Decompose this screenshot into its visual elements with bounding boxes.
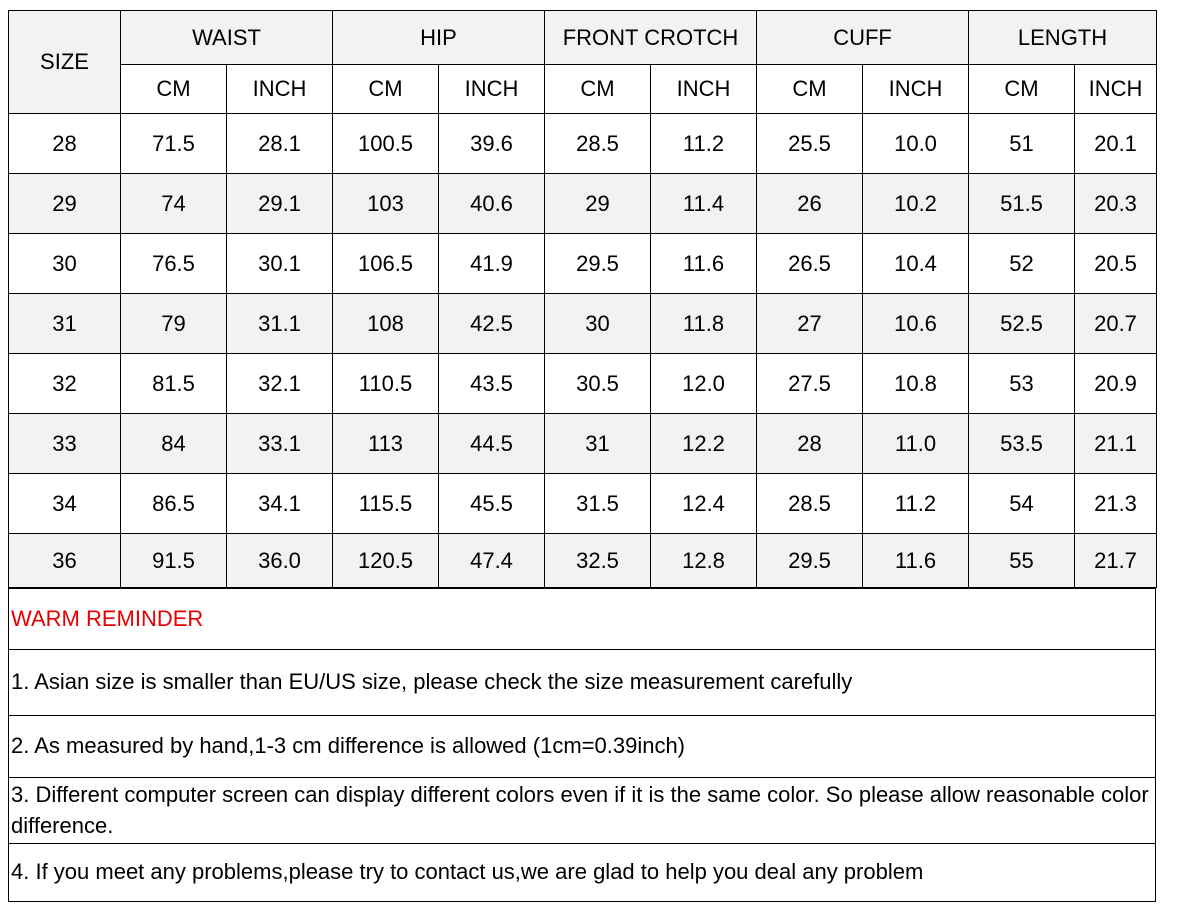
front-crotch-cm-cell: 30 bbox=[545, 294, 651, 354]
cuff-inch-cell: 10.2 bbox=[863, 174, 969, 234]
hip-inch-cell: 43.5 bbox=[439, 354, 545, 414]
cuff-cm-cell: 27 bbox=[757, 294, 863, 354]
front-crotch-cm-cell: 29 bbox=[545, 174, 651, 234]
length-inch-cell: 21.3 bbox=[1075, 474, 1157, 534]
cuff-cm-cell: 28.5 bbox=[757, 474, 863, 534]
cuff-inch-cell: 11.0 bbox=[863, 414, 969, 474]
header-row-units bbox=[9, 65, 1157, 114]
front-crotch-inch-cell: 12.2 bbox=[651, 414, 757, 474]
length-cm-cell: 53.5 bbox=[969, 414, 1075, 474]
front-crotch-cm-cell: 31 bbox=[545, 414, 651, 474]
size-cell: 28 bbox=[9, 114, 121, 174]
table-row bbox=[9, 534, 1157, 588]
waist-cm-cell: 86.5 bbox=[121, 474, 227, 534]
cuff-cm-cell: 28 bbox=[757, 414, 863, 474]
unit-header-cm: CM bbox=[969, 65, 1075, 114]
hip-inch-cell: 39.6 bbox=[439, 114, 545, 174]
front-crotch-cm-cell: 32.5 bbox=[545, 534, 651, 588]
size-header: SIZE bbox=[9, 11, 121, 114]
waist-inch-cell: 28.1 bbox=[227, 114, 333, 174]
length-cm-cell: 52 bbox=[969, 234, 1075, 294]
front-crotch-inch-cell: 12.8 bbox=[651, 534, 757, 588]
front-crotch-inch-cell: 11.6 bbox=[651, 234, 757, 294]
cuff-inch-cell: 10.6 bbox=[863, 294, 969, 354]
warm-reminder-title: WARM REMINDER bbox=[9, 589, 1156, 650]
size-chart bbox=[8, 10, 1156, 902]
waist-inch-cell: 32.1 bbox=[227, 354, 333, 414]
waist-cm-cell: 74 bbox=[121, 174, 227, 234]
hip-cm-cell: 106.5 bbox=[333, 234, 439, 294]
hip-cm-cell: 113 bbox=[333, 414, 439, 474]
cuff-cm-cell: 26 bbox=[757, 174, 863, 234]
hip-cm-cell: 120.5 bbox=[333, 534, 439, 588]
front-crotch-inch-cell: 12.0 bbox=[651, 354, 757, 414]
note-item: 4. If you meet any problems,please try to contact us,we are glad to help you deal any problem bbox=[9, 844, 1156, 902]
waist-inch-cell: 33.1 bbox=[227, 414, 333, 474]
hip-cm-cell: 115.5 bbox=[333, 474, 439, 534]
waist-cm-cell: 84 bbox=[121, 414, 227, 474]
length-inch-cell: 20.7 bbox=[1075, 294, 1157, 354]
table-row bbox=[9, 474, 1157, 534]
waist-inch-cell: 30.1 bbox=[227, 234, 333, 294]
unit-header-cm: CM bbox=[333, 65, 439, 114]
warm-reminder-notes bbox=[8, 588, 1156, 902]
hip-inch-cell: 41.9 bbox=[439, 234, 545, 294]
table-row bbox=[9, 114, 1157, 174]
length-inch-cell: 20.9 bbox=[1075, 354, 1157, 414]
size-cell: 30 bbox=[9, 234, 121, 294]
length-cm-cell: 51.5 bbox=[969, 174, 1075, 234]
hip-header: HIP bbox=[333, 11, 545, 65]
front-crotch-cm-cell: 31.5 bbox=[545, 474, 651, 534]
front-crotch-inch-cell: 12.4 bbox=[651, 474, 757, 534]
size-rows bbox=[9, 114, 1157, 588]
size-cell: 34 bbox=[9, 474, 121, 534]
size-cell: 33 bbox=[9, 414, 121, 474]
hip-inch-cell: 45.5 bbox=[439, 474, 545, 534]
length-header: LENGTH bbox=[969, 11, 1157, 65]
front-crotch-inch-cell: 11.2 bbox=[651, 114, 757, 174]
cuff-cm-cell: 29.5 bbox=[757, 534, 863, 588]
unit-header-inch: INCH bbox=[651, 65, 757, 114]
waist-header: WAIST bbox=[121, 11, 333, 65]
note-item: 2. As measured by hand,1-3 cm difference is allowed (1cm=0.39inch) bbox=[9, 716, 1156, 778]
cuff-inch-cell: 10.4 bbox=[863, 234, 969, 294]
size-cell: 36 bbox=[9, 534, 121, 588]
unit-header-cm: CM bbox=[757, 65, 863, 114]
unit-header-inch: INCH bbox=[1075, 65, 1157, 114]
cuff-inch-cell: 11.6 bbox=[863, 534, 969, 588]
header-row-groups bbox=[9, 11, 1157, 65]
unit-header-cm: CM bbox=[121, 65, 227, 114]
waist-cm-cell: 91.5 bbox=[121, 534, 227, 588]
note-item: 3. Different computer screen can display different colors even if it is the same color. So please allow reasonable color difference. bbox=[9, 778, 1156, 844]
front-crotch-inch-cell: 11.4 bbox=[651, 174, 757, 234]
front-crotch-inch-cell: 11.8 bbox=[651, 294, 757, 354]
unit-header-inch: INCH bbox=[439, 65, 545, 114]
length-inch-cell: 21.7 bbox=[1075, 534, 1157, 588]
hip-cm-cell: 110.5 bbox=[333, 354, 439, 414]
front-crotch-cm-cell: 28.5 bbox=[545, 114, 651, 174]
length-cm-cell: 55 bbox=[969, 534, 1075, 588]
unit-header-inch: INCH bbox=[863, 65, 969, 114]
front-crotch-header: FRONT CROTCH bbox=[545, 11, 757, 65]
length-inch-cell: 21.1 bbox=[1075, 414, 1157, 474]
table-row bbox=[9, 354, 1157, 414]
size-cell: 32 bbox=[9, 354, 121, 414]
table-row bbox=[9, 294, 1157, 354]
cuff-header: CUFF bbox=[757, 11, 969, 65]
size-table bbox=[8, 10, 1157, 588]
length-inch-cell: 20.5 bbox=[1075, 234, 1157, 294]
waist-cm-cell: 79 bbox=[121, 294, 227, 354]
hip-cm-cell: 100.5 bbox=[333, 114, 439, 174]
cuff-cm-cell: 27.5 bbox=[757, 354, 863, 414]
cuff-inch-cell: 10.8 bbox=[863, 354, 969, 414]
length-inch-cell: 20.3 bbox=[1075, 174, 1157, 234]
hip-inch-cell: 40.6 bbox=[439, 174, 545, 234]
unit-header-cm: CM bbox=[545, 65, 651, 114]
note-item: 1. Asian size is smaller than EU/US size, please check the size measurement carefully bbox=[9, 650, 1156, 716]
hip-inch-cell: 47.4 bbox=[439, 534, 545, 588]
waist-inch-cell: 34.1 bbox=[227, 474, 333, 534]
cuff-inch-cell: 11.2 bbox=[863, 474, 969, 534]
waist-cm-cell: 81.5 bbox=[121, 354, 227, 414]
front-crotch-cm-cell: 30.5 bbox=[545, 354, 651, 414]
waist-cm-cell: 71.5 bbox=[121, 114, 227, 174]
hip-cm-cell: 103 bbox=[333, 174, 439, 234]
hip-inch-cell: 44.5 bbox=[439, 414, 545, 474]
length-cm-cell: 51 bbox=[969, 114, 1075, 174]
front-crotch-cm-cell: 29.5 bbox=[545, 234, 651, 294]
waist-cm-cell: 76.5 bbox=[121, 234, 227, 294]
table-row bbox=[9, 174, 1157, 234]
waist-inch-cell: 36.0 bbox=[227, 534, 333, 588]
length-cm-cell: 52.5 bbox=[969, 294, 1075, 354]
unit-header-inch: INCH bbox=[227, 65, 333, 114]
length-cm-cell: 53 bbox=[969, 354, 1075, 414]
waist-inch-cell: 29.1 bbox=[227, 174, 333, 234]
cuff-cm-cell: 25.5 bbox=[757, 114, 863, 174]
hip-inch-cell: 42.5 bbox=[439, 294, 545, 354]
table-row bbox=[9, 414, 1157, 474]
length-cm-cell: 54 bbox=[969, 474, 1075, 534]
size-cell: 29 bbox=[9, 174, 121, 234]
table-row bbox=[9, 234, 1157, 294]
cuff-cm-cell: 26.5 bbox=[757, 234, 863, 294]
size-cell: 31 bbox=[9, 294, 121, 354]
hip-cm-cell: 108 bbox=[333, 294, 439, 354]
waist-inch-cell: 31.1 bbox=[227, 294, 333, 354]
length-inch-cell: 20.1 bbox=[1075, 114, 1157, 174]
cuff-inch-cell: 10.0 bbox=[863, 114, 969, 174]
